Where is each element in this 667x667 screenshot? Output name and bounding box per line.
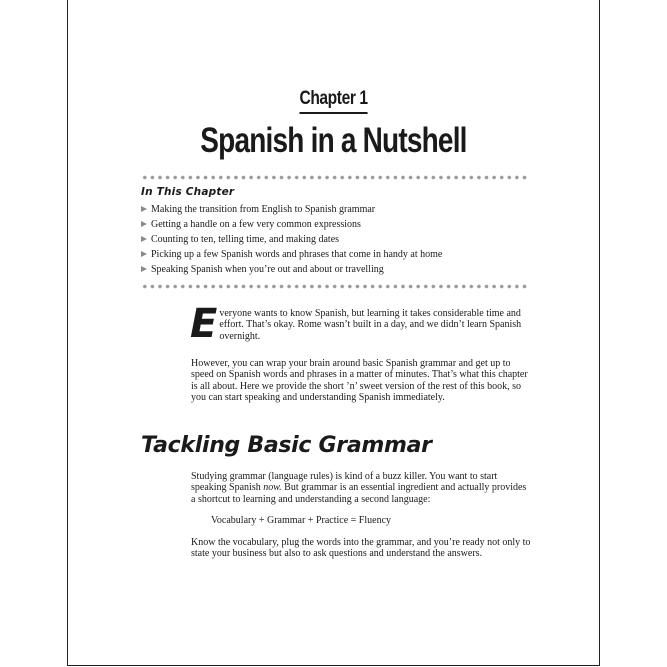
chapter-label <box>0 88 667 114</box>
list-item <box>141 217 442 232</box>
intro-paragraph-2: However, you can wrap your brain around basic Spanish grammar and get up to speed on Spanish words and phrases in a matter of minutes. That’s what this chapter is all about. Here we provide the short ’n’ sweet version of the rest of this book, so you can start speaking and understanding Spanish immediately. <box>191 358 528 404</box>
list-item-text: Making the transition from English to Spanish grammar <box>151 204 376 215</box>
grammar-paragraph-1-end: But grammar is an essential ingredient and actually provides a shortcut to learning and understanding a second language: <box>191 482 527 505</box>
list-item-text: Getting a handle on a few very common expressions <box>151 219 361 230</box>
list-item <box>141 232 442 247</box>
fluency-formula: Vocabulary + Grammar + Practice = Fluency <box>211 515 392 526</box>
dotted-divider-bottom <box>141 284 530 289</box>
list-item <box>141 247 442 262</box>
list-item <box>141 262 442 277</box>
triangle-bullet-icon <box>141 251 147 257</box>
triangle-bullet-icon <box>141 221 147 227</box>
chapter-topics-list <box>141 202 442 277</box>
intro-paragraph-1 <box>190 301 531 347</box>
grammar-paragraph-1-start: Studying grammar (language rules) is kind of a buzz killer. You want to start speaking Spanish <box>191 471 498 494</box>
chapter-number: Chapter 1 <box>299 88 367 114</box>
chapter-title <box>0 121 667 161</box>
drop-cap: E <box>190 301 218 347</box>
dotted-divider-top <box>141 175 530 180</box>
triangle-bullet-icon <box>141 206 147 212</box>
list-item-text: Counting to ten, telling time, and making dates <box>151 234 340 245</box>
section-heading: Tackling Basic Grammar <box>141 433 432 458</box>
in-this-chapter-heading: In This Chapter <box>141 186 235 198</box>
triangle-bullet-icon <box>141 236 147 242</box>
list-item <box>141 202 442 217</box>
intro-paragraph-1-text: veryone wants to know Spanish, but learning it takes considerable time and effort. That’s okay. Rome wasn’t built in a day, and we didn’t learn Spanish overnight. <box>219 308 522 342</box>
list-item-text: Speaking Spanish when you’re out and about or travelling <box>151 264 384 275</box>
grammar-paragraph-1 <box>191 471 531 505</box>
triangle-bullet-icon <box>141 266 147 272</box>
list-item-text: Picking up a few Spanish words and phrases that come in handy at home <box>151 249 443 260</box>
chapter-title-text: Spanish in a Nutshell <box>200 121 467 160</box>
emphasis-now: now. <box>263 482 282 494</box>
grammar-paragraph-2: Know the vocabulary, plug the words into the grammar, and you’re ready not only to state your business but also to ask questions and understand the answers. <box>191 537 531 560</box>
